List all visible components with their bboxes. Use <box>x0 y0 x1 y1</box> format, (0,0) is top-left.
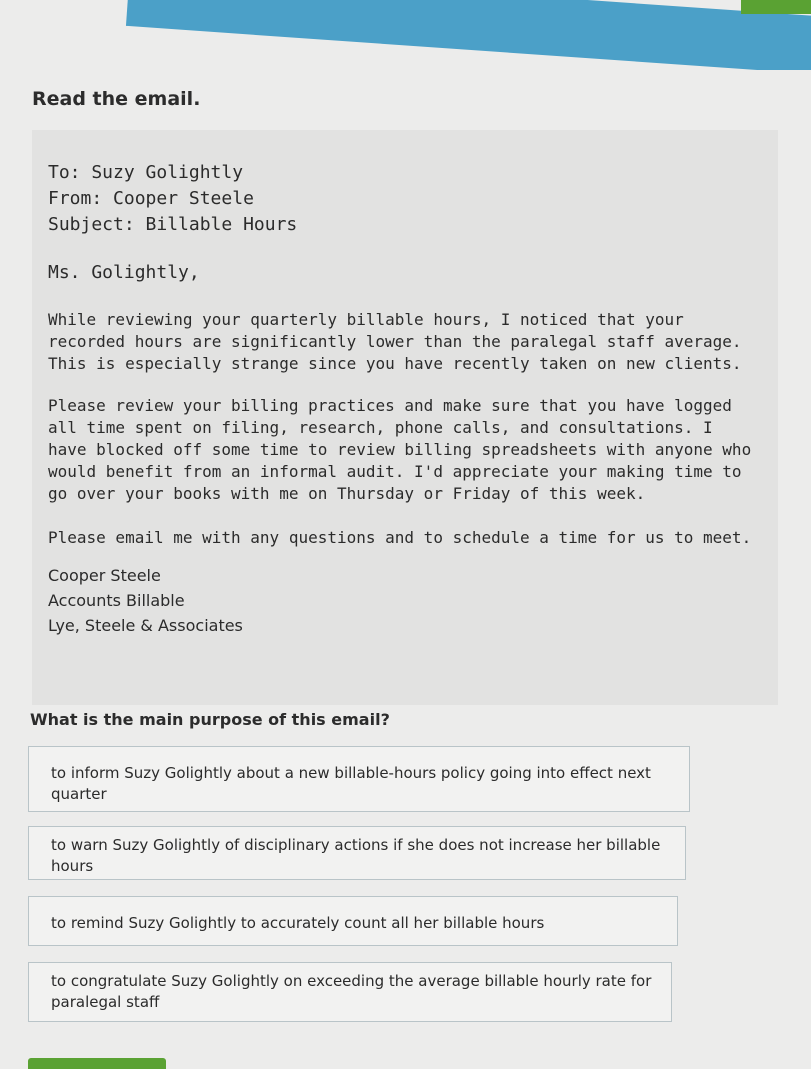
answer-option-2[interactable]: to warn Suzy Golightly of disciplinary actions if she does not increase her billable hours <box>28 826 686 880</box>
answer-option-1[interactable]: to inform Suzy Golightly about a new billable-hours policy going into effect next quarter <box>28 746 690 812</box>
email-to-line: To: Suzy Golightly <box>48 162 244 183</box>
email-from-line: From: Cooper Steele <box>48 188 254 209</box>
email-passage <box>32 130 778 705</box>
email-signature <box>48 563 760 638</box>
instruction-heading: Read the email. <box>32 88 201 110</box>
email-subject-line: Subject: Billable Hours <box>48 214 298 235</box>
question-prompt: What is the main purpose of this email? <box>30 710 390 729</box>
email-paragraph-3: Please email me with any questions and to schedule a time for us to meet. <box>48 528 752 547</box>
answer-option-4[interactable]: to congratulate Suzy Golightly on exceeding the average billable hourly rate for paralegal staff <box>28 962 672 1022</box>
top-banner <box>0 0 811 70</box>
submit-button[interactable] <box>28 1058 166 1069</box>
email-greeting: Ms. Golightly, <box>48 262 200 283</box>
signature-company: Lye, Steele & Associates <box>48 616 243 635</box>
green-progress-corner <box>741 0 811 14</box>
signature-department: Accounts Billable <box>48 591 185 610</box>
signature-name: Cooper Steele <box>48 566 161 585</box>
answer-option-3[interactable]: to remind Suzy Golightly to accurately count all her billable hours <box>28 896 678 946</box>
email-paragraph-1: While reviewing your quarterly billable hours, I noticed that your recorded hours are significantly lower than the paralegal staff average. This is especially strange since you have recently taken on new clients. <box>48 310 742 373</box>
blue-accent-stripe <box>126 0 811 70</box>
email-paragraph-2: Please review your billing practices and make sure that you have logged all time spent on filing, research, phone calls, and consultations. I have blocked off some time to review billing spreadsheets with anyone who would benefit from an informal audit. I'd appreciate your making time to go over your books with me on Thursday or Friday of this week. <box>48 396 752 503</box>
